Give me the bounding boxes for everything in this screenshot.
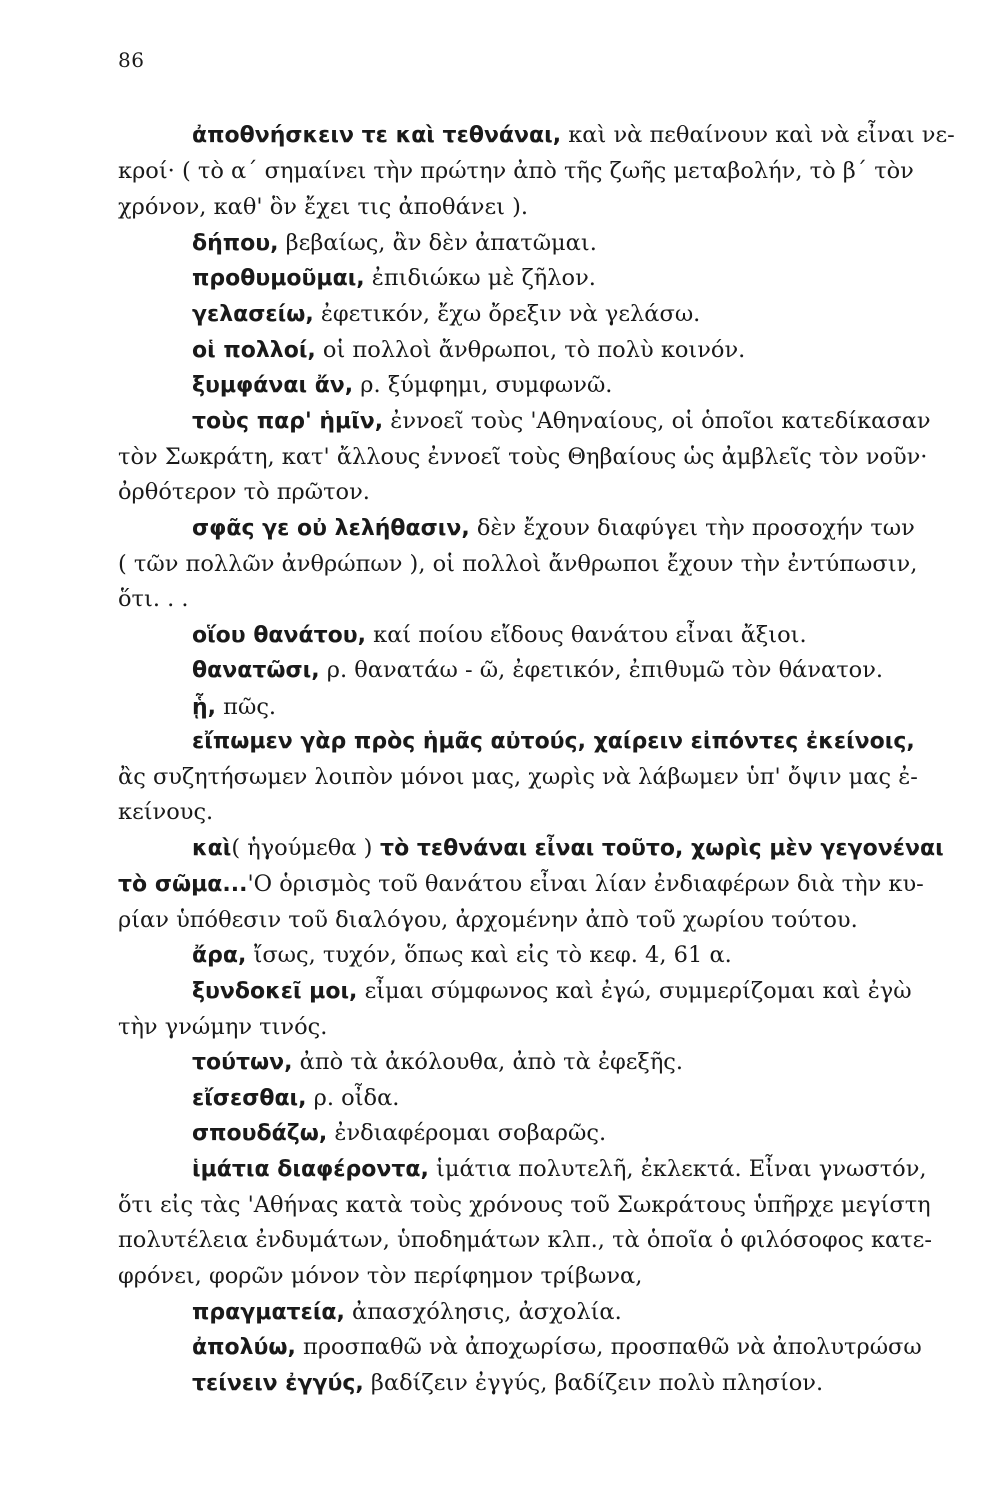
text-line <box>118 406 931 437</box>
text-line <box>118 370 612 401</box>
gloss-text: κείνους. <box>118 799 214 825</box>
gloss-text: καί ποίου εἴδους θανάτου εἶναι ἄξιοι. <box>366 622 807 648</box>
text-line <box>118 726 915 757</box>
text-line <box>118 869 924 900</box>
lemma-term: ξυμφάναι ἄν, <box>192 373 354 398</box>
lemma-term: πραγματεία, <box>192 1300 345 1325</box>
text-line <box>118 1083 399 1114</box>
lemma-term: ξυνδοκεῖ μοι, <box>192 979 358 1004</box>
text-line <box>118 513 915 544</box>
lemma-term: εἴσεσθαι, <box>192 1086 307 1111</box>
lemma-term: θανατῶσι, <box>192 658 320 683</box>
lemma-term: τὸ σῶμα... <box>118 872 248 897</box>
lemma-term: προθυμοῦμαι, <box>192 266 365 291</box>
text-line <box>118 1154 927 1185</box>
text-line <box>118 1368 823 1399</box>
gloss-text: ( ἡγούμεθα ) <box>231 835 373 861</box>
text-line <box>118 1047 683 1078</box>
gloss-text: ἐννοεῖ τοὺς 'Αθηναίους, οἱ ὁποῖοι κατεδίκασαν <box>383 408 931 434</box>
gloss-text: χρόνον, καθ' ὃν ἔχει τις ἀποθάνει ). <box>118 194 528 220</box>
gloss-text: δὲν ἔχουν διαφύγει τὴν προσοχήν των <box>469 515 915 541</box>
lemma-term: τούτων, <box>192 1050 293 1075</box>
page-number: 86 <box>118 48 145 72</box>
text-line <box>118 1297 622 1328</box>
gloss-text: ἐφετικόν, ἔχω ὄρεξιν νὰ γελάσω. <box>313 301 701 327</box>
lemma-term: σφᾶς γε οὐ λελήθασιν, <box>192 516 470 541</box>
text-line <box>118 833 944 864</box>
lemma-term: εἴπωμεν γὰρ πρὸς ἡμᾶς αὐτούς, χαίρειν εἰπόντες ἐκείνοις, <box>192 729 915 754</box>
text-line <box>118 335 745 366</box>
gloss-text: ἴσως, τυχόν, ὅπως καὶ εἰς τὸ κεφ. 4, 61 α. <box>246 942 732 968</box>
text-line <box>118 1118 606 1149</box>
gloss-text: ὅτι εἰς τὰς 'Αθήνας κατὰ τοὺς χρόνους τοῦ Σωκράτους ὑπῆρχε μεγίστη <box>118 1192 931 1218</box>
gloss-text: ἀπασχόλησις, ἀσχολία. <box>344 1299 622 1325</box>
text-line <box>118 692 276 723</box>
gloss-text: οἱ πολλοὶ ἄνθρωποι, τὸ πολὺ κοινόν. <box>315 337 746 363</box>
gloss-text: πολυτέλεια ἐνδυμάτων, ὑποδημάτων κλπ., τὰ ὁποῖα ὁ φιλόσοφος κατε- <box>118 1227 932 1253</box>
lemma-term: ἀπολύω, <box>192 1335 296 1360</box>
lemma-term: τοὺς παρ' ἡμῖν, <box>192 409 384 434</box>
gloss-text: ἂς συζητήσωμεν λοιπὸν μόνοι μας, χωρὶς νὰ λάβωμεν ὑπ' ὄψιν μας ἐ- <box>118 764 918 790</box>
text-line <box>118 156 914 186</box>
text-line <box>118 1012 327 1042</box>
lemma-term: οἱ πολλοί, <box>192 338 316 363</box>
text-line <box>118 1332 922 1363</box>
text-line <box>118 620 807 651</box>
text-line <box>118 299 700 330</box>
lemma-term: τὸ τεθνάναι εἶναι τοῦτο, χωρὶς μὲν γεγονέναι <box>372 836 944 861</box>
gloss-text: καὶ νὰ πεθαίνουν καὶ νὰ εἶναι νε- <box>561 122 955 148</box>
text-line <box>118 477 370 507</box>
text-line <box>118 120 955 151</box>
lemma-term: ᾗ, <box>192 695 217 720</box>
gloss-text: βεβαίως, ἂν δὲν ἀπατῶμαι. <box>278 230 597 256</box>
lemma-term: ἄρα, <box>192 943 247 968</box>
lemma-term: τείνειν ἐγγύς, <box>192 1371 364 1396</box>
text-line <box>118 263 596 294</box>
text-line <box>118 655 883 686</box>
gloss-text: ἐπιδιώκω μὲ ζῆλον. <box>364 265 596 291</box>
gloss-text: ἀπὸ τὰ ἀκόλουθα, ἀπὸ τὰ ἐφεξῆς. <box>292 1049 684 1075</box>
gloss-text: 'Ο ὁρισμὸς τοῦ θανάτου εἶναι λίαν ἐνδιαφέρων διὰ τὴν κυ- <box>247 871 924 897</box>
gloss-text: ρίαν ὑπόθεσιν τοῦ διαλόγου, ἀρχομένην ἀπὸ τοῦ χωρίου τούτου. <box>118 907 858 933</box>
gloss-text: ρ. οἶδα. <box>306 1085 400 1111</box>
lemma-term: οἵου θανάτου, <box>192 623 367 648</box>
text-line <box>118 940 732 971</box>
text-line <box>118 905 858 935</box>
text-line <box>118 797 213 827</box>
gloss-text: ρ. θανατάω - ῶ, ἐφετικόν, ἐπιθυμῶ τὸν θάνατον. <box>319 657 884 683</box>
gloss-text: ( τῶν πολλῶν ἀνθρώπων ), οἱ πολλοὶ ἄνθρωποι ἔχουν τὴν ἐντύπωσιν, <box>118 551 918 577</box>
gloss-text: ὅτι. . . <box>118 586 189 612</box>
text-line <box>118 549 917 579</box>
gloss-text: ἐνδιαφέρομαι σοβαρῶς. <box>327 1120 607 1146</box>
gloss-text: βαδίζειν ἐγγύς, βαδίζειν πολὺ πλησίον. <box>363 1370 824 1396</box>
gloss-text: ρ. ξύμφημι, συμφωνῶ. <box>353 372 613 398</box>
gloss-text: τὸν Σωκράτη, κατ' ἄλλους ἐννοεῖ τοὺς Θηβαίους ὡς ἀμβλεῖς τὸν νοῦν· <box>118 444 928 470</box>
text-line <box>118 584 189 614</box>
text-line <box>118 976 912 1007</box>
text-line <box>118 762 918 792</box>
gloss-text: προσπαθῶ νὰ ἀποχωρίσω, προσπαθῶ νὰ ἀπολυτρώσω <box>295 1334 922 1360</box>
gloss-text: κροί· ( τὸ α΄ σημαίνει τὴν πρώτην ἀπὸ τῆς ζωῆς μεταβολήν, τὸ β΄ τὸν <box>118 158 914 184</box>
lemma-term: καὶ <box>192 836 232 861</box>
lemma-term: ἱμάτια διαφέροντα, <box>192 1157 429 1182</box>
lemma-term: ἀποθνήσκειν τε καὶ τεθνάναι, <box>192 123 562 148</box>
gloss-text: ἱμάτια πολυτελῆ, ἐκλεκτά. Εἶναι γνωστόν, <box>428 1156 927 1182</box>
gloss-text: εἶμαι σύμφωνος καὶ ἐγώ, συμμερίζομαι καὶ ἐγὼ <box>357 978 912 1004</box>
gloss-text: τὴν γνώμην τινός. <box>118 1014 328 1040</box>
lemma-term: γελασείω, <box>192 302 314 327</box>
text-line <box>118 192 528 222</box>
text-line <box>118 1190 931 1220</box>
text-line <box>118 228 597 259</box>
text-line <box>118 1225 932 1255</box>
text-line <box>118 1261 642 1291</box>
text-line <box>118 442 927 472</box>
lemma-term: δήπου, <box>192 231 279 256</box>
gloss-text: ὀρθότερον τὸ πρῶτον. <box>118 479 370 505</box>
lemma-term: σπουδάζω, <box>192 1121 328 1146</box>
gloss-text: φρόνει, φορῶν μόνον τὸν περίφημον τρίβωνα, <box>118 1263 643 1289</box>
gloss-text: πῶς. <box>216 694 277 720</box>
